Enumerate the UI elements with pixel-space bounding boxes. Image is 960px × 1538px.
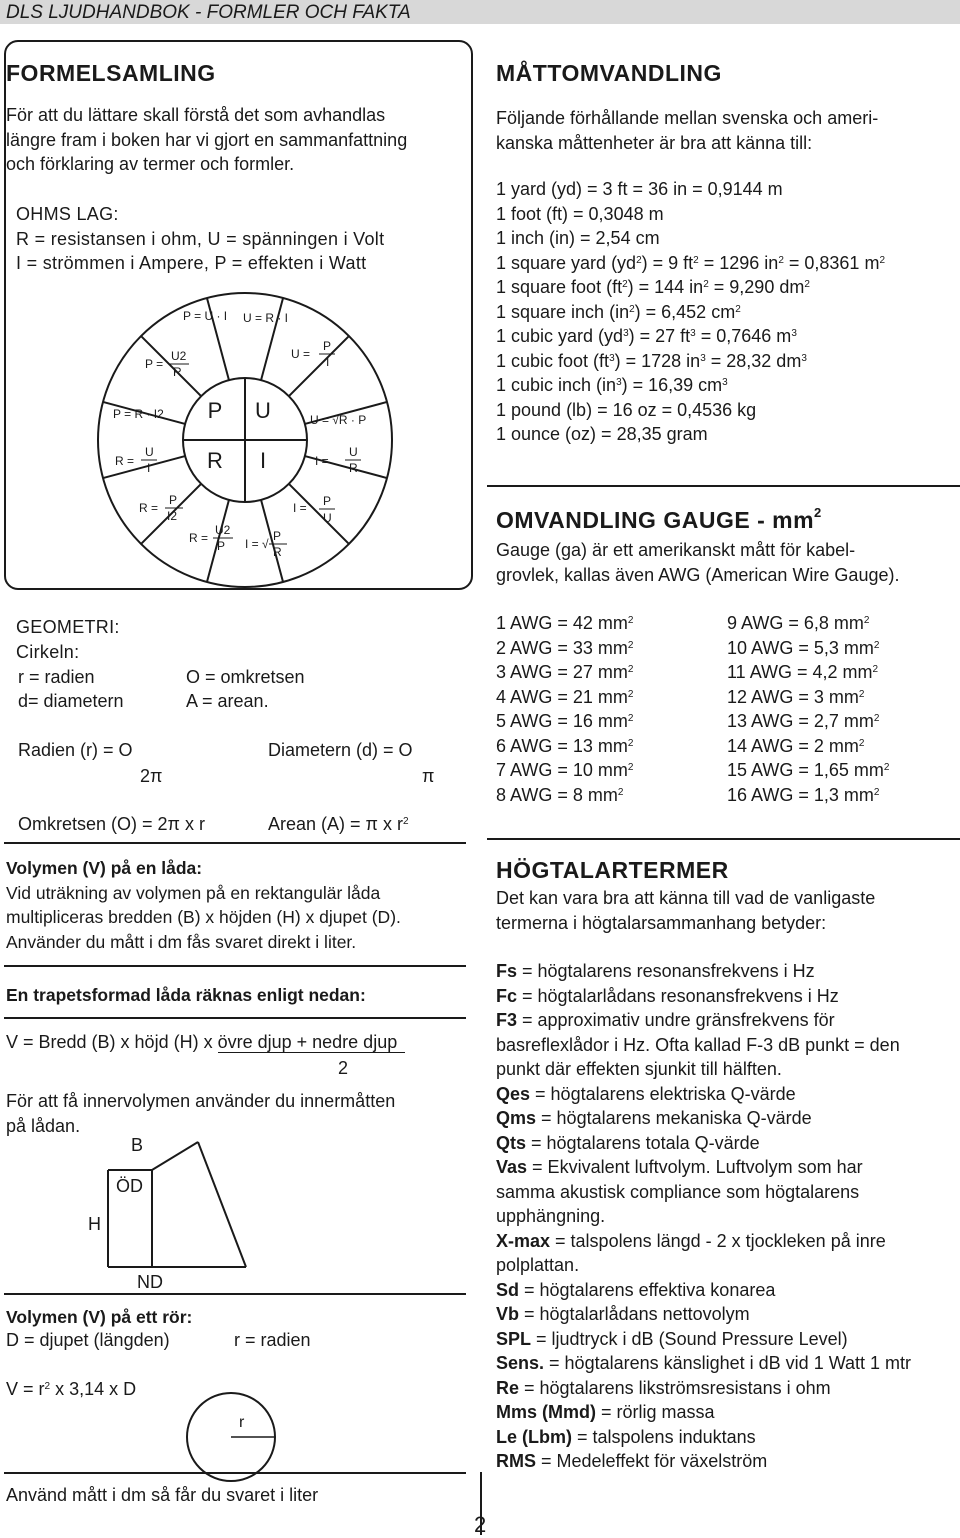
- term-description: = högtalarens likströmsresistans i ohm: [519, 1377, 831, 1398]
- ohm-law-wheel: [95, 290, 395, 590]
- gauge-column-2: [727, 611, 889, 807]
- term-description: upphängning.: [496, 1206, 606, 1226]
- volym-line: multipliceras bredden (B) x höjden (H) x djupet (D).: [6, 907, 401, 927]
- wheel-formula: R: [349, 461, 358, 475]
- wheel-formula: U: [323, 511, 332, 525]
- gauge-row: 14 AWG = 2 $mm^2$: [727, 735, 865, 756]
- intro-line: längre fram i boken har vi gjort en sammanfattning: [6, 129, 408, 150]
- gauge-row: 11 AWG = 4,2 $mm^2$: [727, 662, 879, 682]
- geometri-r: r = radien: [18, 667, 95, 687]
- wheel-formula: R =: [115, 454, 135, 468]
- term-name: X-max: [496, 1230, 551, 1251]
- inner-line: på lådan.: [6, 1115, 81, 1136]
- gauge-row: 2 AWG = 33 $mm^2$: [496, 637, 634, 658]
- term-row: [496, 1131, 911, 1156]
- gauge-title-text: OMVANDLING GAUGE - mm: [496, 507, 815, 533]
- wheel-formula: R: [273, 545, 282, 559]
- term-row: [496, 1425, 911, 1450]
- ohms-line: I = strömmen i Ampere, P = effekten i Watt: [16, 253, 367, 273]
- wheel-formula: U2: [215, 523, 231, 537]
- gauge-title-exp: 2: [814, 505, 822, 520]
- geometri-subtitle: Cirkeln:: [16, 641, 80, 662]
- page-number: 2: [474, 1512, 487, 1537]
- hogtalar-intro: [496, 886, 875, 935]
- wheel-formula: U: [349, 445, 358, 459]
- term-row: [496, 1253, 911, 1278]
- mattomvandling-intro: [496, 106, 878, 155]
- term-name: Sd: [496, 1279, 520, 1300]
- term-name: Qms: [496, 1108, 537, 1128]
- term-description: = Ekvivalent luftvolym. Luftvolym som har: [527, 1157, 863, 1177]
- divider: [4, 1293, 466, 1295]
- conversion-line: 1 foot (ft) = 0,3048 m: [496, 203, 664, 224]
- term-description: = högtalarens resonansfrekvens i Hz: [517, 961, 815, 981]
- wheel-formula: I: [326, 355, 330, 369]
- term-row: [496, 1155, 911, 1180]
- term-description: = högtalarlådans nettovolym: [519, 1304, 750, 1324]
- term-name: F3: [496, 1010, 518, 1030]
- ror-formula-pre: V = r: [6, 1379, 45, 1399]
- label-od: ÖD: [116, 1176, 143, 1196]
- geometri-d: d= diametern: [18, 691, 124, 711]
- gauge-intro-line: Gauge (ga) är ett amerikanskt mått för kabel-: [496, 540, 856, 560]
- term-row: [496, 1008, 911, 1033]
- page-header: [0, 0, 960, 24]
- term-name: Qes: [496, 1083, 531, 1104]
- wheel-formula: R: [173, 365, 182, 379]
- wheel-formula: I =: [293, 501, 307, 515]
- term-description: polplattan.: [496, 1255, 580, 1275]
- hogtalar-intro-line: Det kan vara bra att känna till vad de vanligaste: [496, 888, 876, 908]
- label-nd: ND: [137, 1272, 163, 1292]
- omkrets-formula: Omkretsen (O) = 2π x r: [18, 814, 205, 834]
- wheel-formula: P = R · I2: [113, 407, 164, 421]
- gauge-column-1: [496, 611, 633, 807]
- header-title: DLS LJUDHANDBOK - FORMLER OCH FAKTA: [6, 2, 411, 23]
- trap-formula-numerator: övre djup + nedre djup: [218, 1032, 406, 1053]
- conversion-line: 1 inch (in) = 2,54 cm: [496, 228, 660, 248]
- term-row: [496, 1180, 911, 1205]
- gauge-row: 16 AWG = 1,3 $mm^2$: [727, 784, 880, 805]
- conversion-line: 1 square inch $(in^2) = 6,452$ $cm^2$: [496, 301, 741, 322]
- conversion-line: 1 square yard $(yd^2) = 9$ $ft^2 = 1296$ $in^2 = 0,8361$ $m^2$: [496, 252, 886, 273]
- wheel-formula: U =: [291, 347, 311, 361]
- wheel-formula: P: [323, 339, 332, 353]
- term-row: [496, 959, 911, 984]
- term-row: [496, 1327, 911, 1352]
- wheel-center-u: U: [255, 398, 271, 423]
- wheel-formula: P: [323, 494, 332, 508]
- conversion-line: 1 pound (lb) = 16 oz = 0,4536 kg: [496, 399, 757, 420]
- term-name: Mms (Mmd): [496, 1402, 596, 1422]
- term-description: samma akustisk compliance som högtalarens: [496, 1181, 860, 1202]
- wheel-center-r: R: [207, 448, 223, 473]
- gauge-title: [496, 507, 822, 534]
- volym-line: Vid uträkning av volymen på en rektangulär låda: [6, 882, 381, 903]
- gauge-row: 9 AWG = 6,8 $mm^2$: [727, 613, 870, 633]
- wheel-formula: U2: [171, 349, 187, 363]
- wheel-formula: I: [147, 461, 151, 475]
- ror-formula-post: x 3,14 x D: [50, 1379, 137, 1399]
- volym-title: Volymen (V) på en låda:: [6, 858, 203, 878]
- gauge-row: 15 AWG = 1,65 $mm^2$: [727, 760, 890, 780]
- term-name: Fc: [496, 985, 518, 1006]
- ohms-title: OHMS LAG:: [16, 204, 119, 224]
- term-row: [496, 1400, 911, 1425]
- gauge-intro: [496, 538, 899, 587]
- geometri-section: [16, 615, 120, 664]
- conversion-line: 1 yard (yd) = 3 ft = 36 in = 0,9144 m: [496, 179, 783, 199]
- gauge-row: 7 AWG = 10 $mm^2$: [496, 760, 634, 780]
- term-name: Vb: [496, 1304, 520, 1324]
- term-row: [496, 1351, 911, 1376]
- term-description: punkt där effekten sjunkit till hälften.: [496, 1059, 782, 1079]
- arean-formula: [268, 812, 409, 837]
- radien-denominator: 2π: [140, 766, 163, 786]
- wheel-formula: R =: [139, 501, 159, 515]
- inner-volume-text: [6, 1089, 395, 1138]
- intro-line: och förklaring av termer och formler.: [6, 154, 295, 174]
- ror-circle-label: r: [239, 1414, 245, 1431]
- term-name: Re: [496, 1377, 520, 1398]
- ror-footer: Använd mått i dm så får du svaret i liter: [6, 1485, 319, 1505]
- term-row: [496, 984, 911, 1009]
- trap-formula: [6, 1030, 405, 1055]
- volym-line: Använder du mått i dm fås svaret direkt i liter.: [6, 931, 357, 952]
- arean-exp: 2: [402, 816, 409, 827]
- intro-line: kanska måttenheter är bra att känna till:: [496, 132, 813, 153]
- wheel-formula: P: [217, 539, 226, 553]
- ror-title: Volymen (V) på ett rör:: [6, 1307, 193, 1327]
- conversion-line: 1 cubic inch $(in^3) = 16,39$ $cm^3$: [496, 375, 728, 395]
- gauge-row: 5 AWG = 16 $mm^2$: [496, 711, 634, 731]
- wheel-formula: U: [145, 445, 154, 459]
- conversion-line: 1 cubic yard $(yd^3) = 27$ $ft^3 = 0,7646$ $m^3$: [496, 326, 797, 346]
- term-name: Vas: [496, 1157, 528, 1177]
- term-name: RMS: [496, 1451, 536, 1471]
- trap-formula-denominator: 2: [338, 1058, 349, 1078]
- gauge-row: 12 AWG = 3 $mm^2$: [727, 686, 865, 707]
- wheel-spoke: [289, 336, 349, 396]
- term-description: = ljudtryck i dB (Sound Pressure Level): [531, 1328, 848, 1349]
- geometri-a: A = arean.: [186, 691, 269, 711]
- conversion-line: 1 cubic foot $(ft^3) = 1728$ $in^3 = 28,32$ $dm^3$: [496, 350, 807, 371]
- gauge-row: 6 AWG = 13 $mm^2$: [496, 735, 634, 756]
- intro-line: Följande förhållande mellan svenska och ameri-: [496, 108, 879, 128]
- conversion-line: 1 square foot $(ft^2) = 144$ $in^2 = 9,290$ $dm^2$: [496, 277, 810, 297]
- term-row: [496, 1033, 911, 1058]
- ror-r: r = radien: [234, 1330, 311, 1350]
- divider: [4, 1472, 466, 1474]
- ohms-line: R = resistansen i ohm, U = spänningen i Volt: [16, 228, 385, 249]
- term-description: = approximativ undre gränsfrekvens för: [517, 1010, 835, 1030]
- trap-title: En trapetsformad låda räknas enligt nedan:: [6, 985, 366, 1005]
- wheel-formula: I =: [315, 454, 329, 468]
- gauge-row: 4 AWG = 21 $mm^2$: [496, 686, 634, 707]
- trapezoid-box-drawing: [96, 1140, 356, 1280]
- term-row: [496, 1302, 911, 1327]
- term-description: = Medeleffekt för växelström: [536, 1451, 768, 1471]
- geometri-o: O = omkretsen: [186, 667, 305, 687]
- gauge-row: 1 AWG = 42 $mm^2$: [496, 613, 634, 633]
- formelsamling-intro: [6, 103, 407, 177]
- wheel-formula: P = U · I: [183, 309, 228, 323]
- ror-formula-exp: 2: [44, 1381, 51, 1392]
- conversion-line: 1 ounce (oz) = 28,35 gram: [496, 424, 708, 444]
- wheel-formula: I2: [167, 509, 178, 523]
- ohms-lag: [16, 202, 384, 276]
- term-name: Le (Lbm): [496, 1426, 572, 1447]
- wheel-formula: I = √: [245, 537, 269, 551]
- terms-list: [496, 959, 911, 1474]
- wheel-formula: P: [273, 529, 282, 543]
- radien-formula: Radien (r) = O: [18, 740, 133, 760]
- term-row: [496, 1204, 911, 1229]
- ror-formula: [6, 1377, 136, 1402]
- term-name: Qts: [496, 1132, 527, 1153]
- term-row: [496, 1376, 911, 1401]
- geometri-title: GEOMETRI:: [16, 617, 120, 637]
- ror-d: D = djupet (längden): [6, 1330, 170, 1350]
- gauge-row: 13 AWG = 2,7 $mm^2$: [727, 711, 880, 731]
- term-description: = talspolens induktans: [572, 1426, 756, 1447]
- wheel-formula: P: [169, 493, 178, 507]
- term-description: = högtalarens effektiva konarea: [519, 1279, 776, 1300]
- diametern-formula: Diametern (d) = O: [268, 740, 413, 760]
- term-name: SPL: [496, 1328, 532, 1349]
- wheel-formula: U = R · I: [243, 311, 289, 325]
- divider: [4, 1017, 466, 1019]
- term-description: = talspolens längd - 2 x tjockleken på inre: [550, 1230, 886, 1251]
- label-b: B: [131, 1135, 144, 1155]
- term-row: [496, 1278, 911, 1303]
- term-description: = rörlig massa: [596, 1402, 715, 1422]
- term-row: [496, 1057, 911, 1082]
- volym-section: [6, 856, 401, 954]
- trap-formula-prefix: V = Bredd (B) x höjd (H) x: [6, 1032, 218, 1052]
- inner-line: För att få innervolymen använder du innermåtten: [6, 1091, 396, 1111]
- wheel-formula: R =: [189, 531, 209, 545]
- term-description: basreflexlådor i Hz. Ofta kallad F-3 dB punkt = den: [496, 1034, 900, 1055]
- gauge-intro-line: grovlek, kallas även AWG (American Wire Gauge).: [496, 564, 900, 585]
- term-description: = högtalarens totala Q-värde: [526, 1132, 760, 1153]
- term-row: [496, 1229, 911, 1254]
- gauge-row: 8 AWG = 8 $mm^2$: [496, 784, 624, 805]
- term-description: = högtalarlådans resonansfrekvens i Hz: [517, 985, 839, 1006]
- label-h: H: [88, 1214, 101, 1234]
- term-description: = högtalarens mekaniska Q-värde: [536, 1108, 812, 1128]
- term-name: Fs: [496, 961, 518, 981]
- term-row: [496, 1106, 911, 1131]
- term-description: = högtalarens elektriska Q-värde: [530, 1083, 796, 1104]
- wheel-formula: P =: [145, 357, 164, 371]
- conversion-list: [496, 177, 885, 447]
- divider: [487, 485, 960, 487]
- wheel-formula: U = √R · P: [310, 413, 367, 427]
- hogtalar-intro-line: termerna i högtalarsammanhang betyder:: [496, 912, 827, 933]
- gauge-row: 3 AWG = 27 $mm^2$: [496, 662, 634, 682]
- wheel-center-i: I: [259, 448, 267, 473]
- arean-text: Arean (A) = π x r: [268, 814, 403, 834]
- wheel-center-p: P: [207, 398, 223, 423]
- mattomvandling-title: MÅTTOMVANDLING: [496, 60, 722, 86]
- gauge-row: 10 AWG = 5,3 $mm^2$: [727, 637, 880, 658]
- term-description: = högtalarens känslighet i dB vid 1 Watt 1 mtr: [544, 1353, 912, 1373]
- term-name: Sens.: [496, 1353, 545, 1373]
- hogtalar-title: HÖGTALARTERMER: [496, 857, 729, 883]
- term-row: [496, 1082, 911, 1107]
- formelsamling-title: FORMELSAMLING: [6, 60, 216, 86]
- intro-line: För att du lättare skall förstå det som avhandlas: [6, 105, 386, 125]
- divider: [4, 965, 466, 967]
- term-row: [496, 1449, 911, 1474]
- divider: [4, 842, 466, 844]
- diametern-denominator: π: [422, 766, 435, 786]
- divider: [487, 838, 960, 840]
